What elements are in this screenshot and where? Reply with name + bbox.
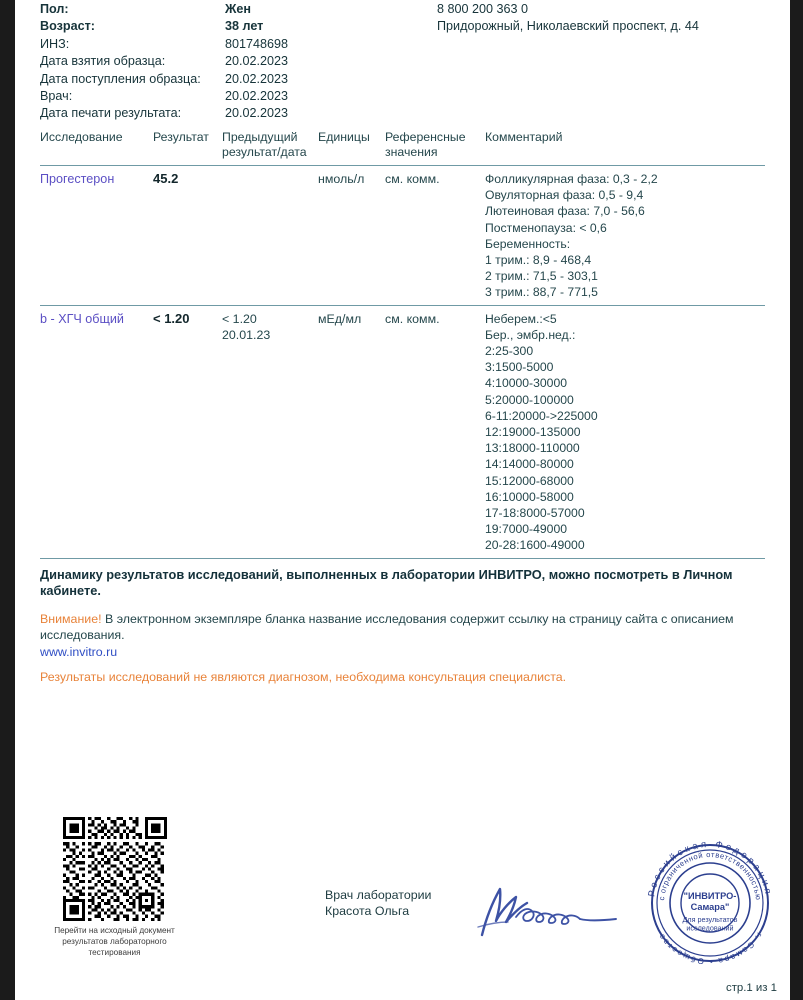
column-header-name: Исследование [40,130,123,144]
comment-line: 20-28:1600-49000 [485,538,585,553]
test-reference: см. комм. [385,311,440,326]
comment-line: 3 трим.: 88,7 - 771,5 [485,285,598,300]
table-row [40,305,765,559]
patient-info-row-sample-received [40,71,440,88]
signer-name: Красота Ольга [325,904,410,919]
stamp-inner-purpose-1: Для результатов [682,915,738,924]
stamp-outer-middle: с ограниченной ответственностью [657,849,763,901]
comment-line: 19:7000-49000 [485,522,568,537]
field-label-doctor: Врач: [40,89,73,104]
test-result-value: < 1.20 [153,310,190,326]
patient-info-row-sample-taken [40,53,440,70]
field-value-age: 38 лет [225,19,264,34]
field-value-doctor: 20.02.2023 [225,89,289,104]
field-value-print-date: 20.02.2023 [225,106,289,121]
stamp-outer-top: Российская Федерация [645,837,775,898]
comment-line: 17-18:8000-57000 [485,506,585,521]
comment-line: 4:10000-30000 [485,376,568,391]
test-previous-date: 20.01.23 [222,327,271,342]
comment-line: 15:12000-68000 [485,473,574,488]
invitro-website-link[interactable]: www.invitro.ru [40,644,118,659]
comment-line: 2:25-300 [485,344,534,359]
patient-info-row-inz [40,36,440,53]
stamp-inner-purpose-2: исследований [686,923,734,933]
lab-phone: 8 800 200 363 0 [437,2,529,16]
note-dynamics: Динамику результатов исследований, выполненных в лаборатории ИНВИТРО, можно посмотреть в Личном кабинете. [40,566,733,599]
lab-report-page [15,0,790,1000]
field-value-sample-received: 20.02.2023 [225,71,289,86]
comment-line: 3:1500-5000 [485,360,554,375]
page-number: стр.1 из 1 [726,982,777,994]
attention-text: В электронном экземпляре бланка название исследования содержит ссылку на страницу сайта с описанием исследования. [40,611,734,643]
signer-block [325,887,431,919]
test-previous-value: < 1.20 [222,311,257,326]
comment-line: 16:10000-58000 [485,489,574,504]
notes-section [40,567,765,686]
comment-line: 14:14000-80000 [485,457,574,472]
official-stamp-icon [640,833,780,973]
comment-line: 6-11:20000->225000 [485,408,598,423]
column-header-comment: Комментарий [485,130,563,144]
screenshot-bezel-left [0,0,15,1000]
column-header-result: Результат [153,130,209,144]
comment-line: 13:18000-110000 [485,441,580,456]
table-row [40,165,765,305]
comment-line: Лютеиновая фаза: 7,0 - 56,6 [485,204,645,219]
field-label-sample-taken: Дата взятия образца: [40,54,166,69]
table-header-row [40,130,765,165]
lab-contact-block [437,1,787,36]
test-units: нмоль/л [318,172,365,186]
column-header-reference: Референсные значения [385,130,466,159]
column-header-previous: Предыдущий результат/дата [222,130,307,159]
comment-line: Фолликулярная фаза: 0,3 - 2,2 [485,172,658,186]
results-table [40,130,765,559]
stamp-inner-name-1: "ИНВИТРО- [683,891,737,901]
patient-info-row-age [40,18,440,35]
test-units: мЕд/мл [318,311,362,326]
comment-line: Беременность: [485,236,571,251]
comment-line: 5:20000-100000 [485,392,574,407]
comment-line: Бер., эмбр.нед.: [485,327,576,342]
qr-code-icon[interactable] [63,817,167,921]
stamp-inner-name-2: Самара" [690,902,730,912]
field-value-inz: 801748698 [225,36,289,51]
report-footer [15,815,790,1000]
report-header [15,0,790,130]
patient-info-block [40,1,440,123]
note-disclaimer: Результаты исследований не являются диагнозом, необходима консультация специалиста. [40,670,567,685]
note-attention [40,611,765,644]
field-value-sex: Жен [225,2,251,16]
test-name-link[interactable]: b - ХГЧ общий [40,311,124,326]
field-label-age: Возраст: [40,19,95,34]
comment-line: Постменопауза: < 0,6 [485,220,607,235]
stamp-outer-bottom: г. Самара • Общество [656,930,764,967]
comment-line: 2 трим.: 71,5 - 303,1 [485,269,598,284]
test-comment [485,171,765,301]
comment-line: Овуляторная фаза: 0,5 - 9,4 [485,188,644,203]
field-value-sample-taken: 20.02.2023 [225,54,289,69]
column-header-units: Единицы [318,130,370,144]
patient-info-row-doctor [40,88,440,105]
test-result-value: 45.2 [153,171,179,186]
field-label-inz: ИНЗ: [40,36,70,51]
field-label-sample-received: Дата поступления образца: [40,71,201,86]
test-reference: см. комм. [385,172,440,186]
test-name-link[interactable]: Прогестерон [40,172,115,186]
lab-address: Придорожный, Николаевский проспект, д. 44 [437,19,699,34]
signer-title: Врач лаборатории [325,888,432,902]
qr-caption: Перейти на исходный документ результатов лабораторного тестирования [54,926,175,957]
comment-line: Неберем.:<5 [485,311,557,326]
attention-label: Внимание! [40,611,102,626]
qr-block [52,817,177,958]
handwritten-signature [470,877,630,939]
test-comment [485,311,765,554]
comment-line: 1 трим.: 8,9 - 468,4 [485,253,592,268]
patient-info-row-print-date [40,105,440,122]
patient-info-row-sex [40,1,440,18]
screenshot-bezel-right [790,0,803,1000]
field-label-sex: Пол: [40,2,69,16]
comment-line: 12:19000-135000 [485,425,581,440]
field-label-print-date: Дата печати результата: [40,106,182,121]
